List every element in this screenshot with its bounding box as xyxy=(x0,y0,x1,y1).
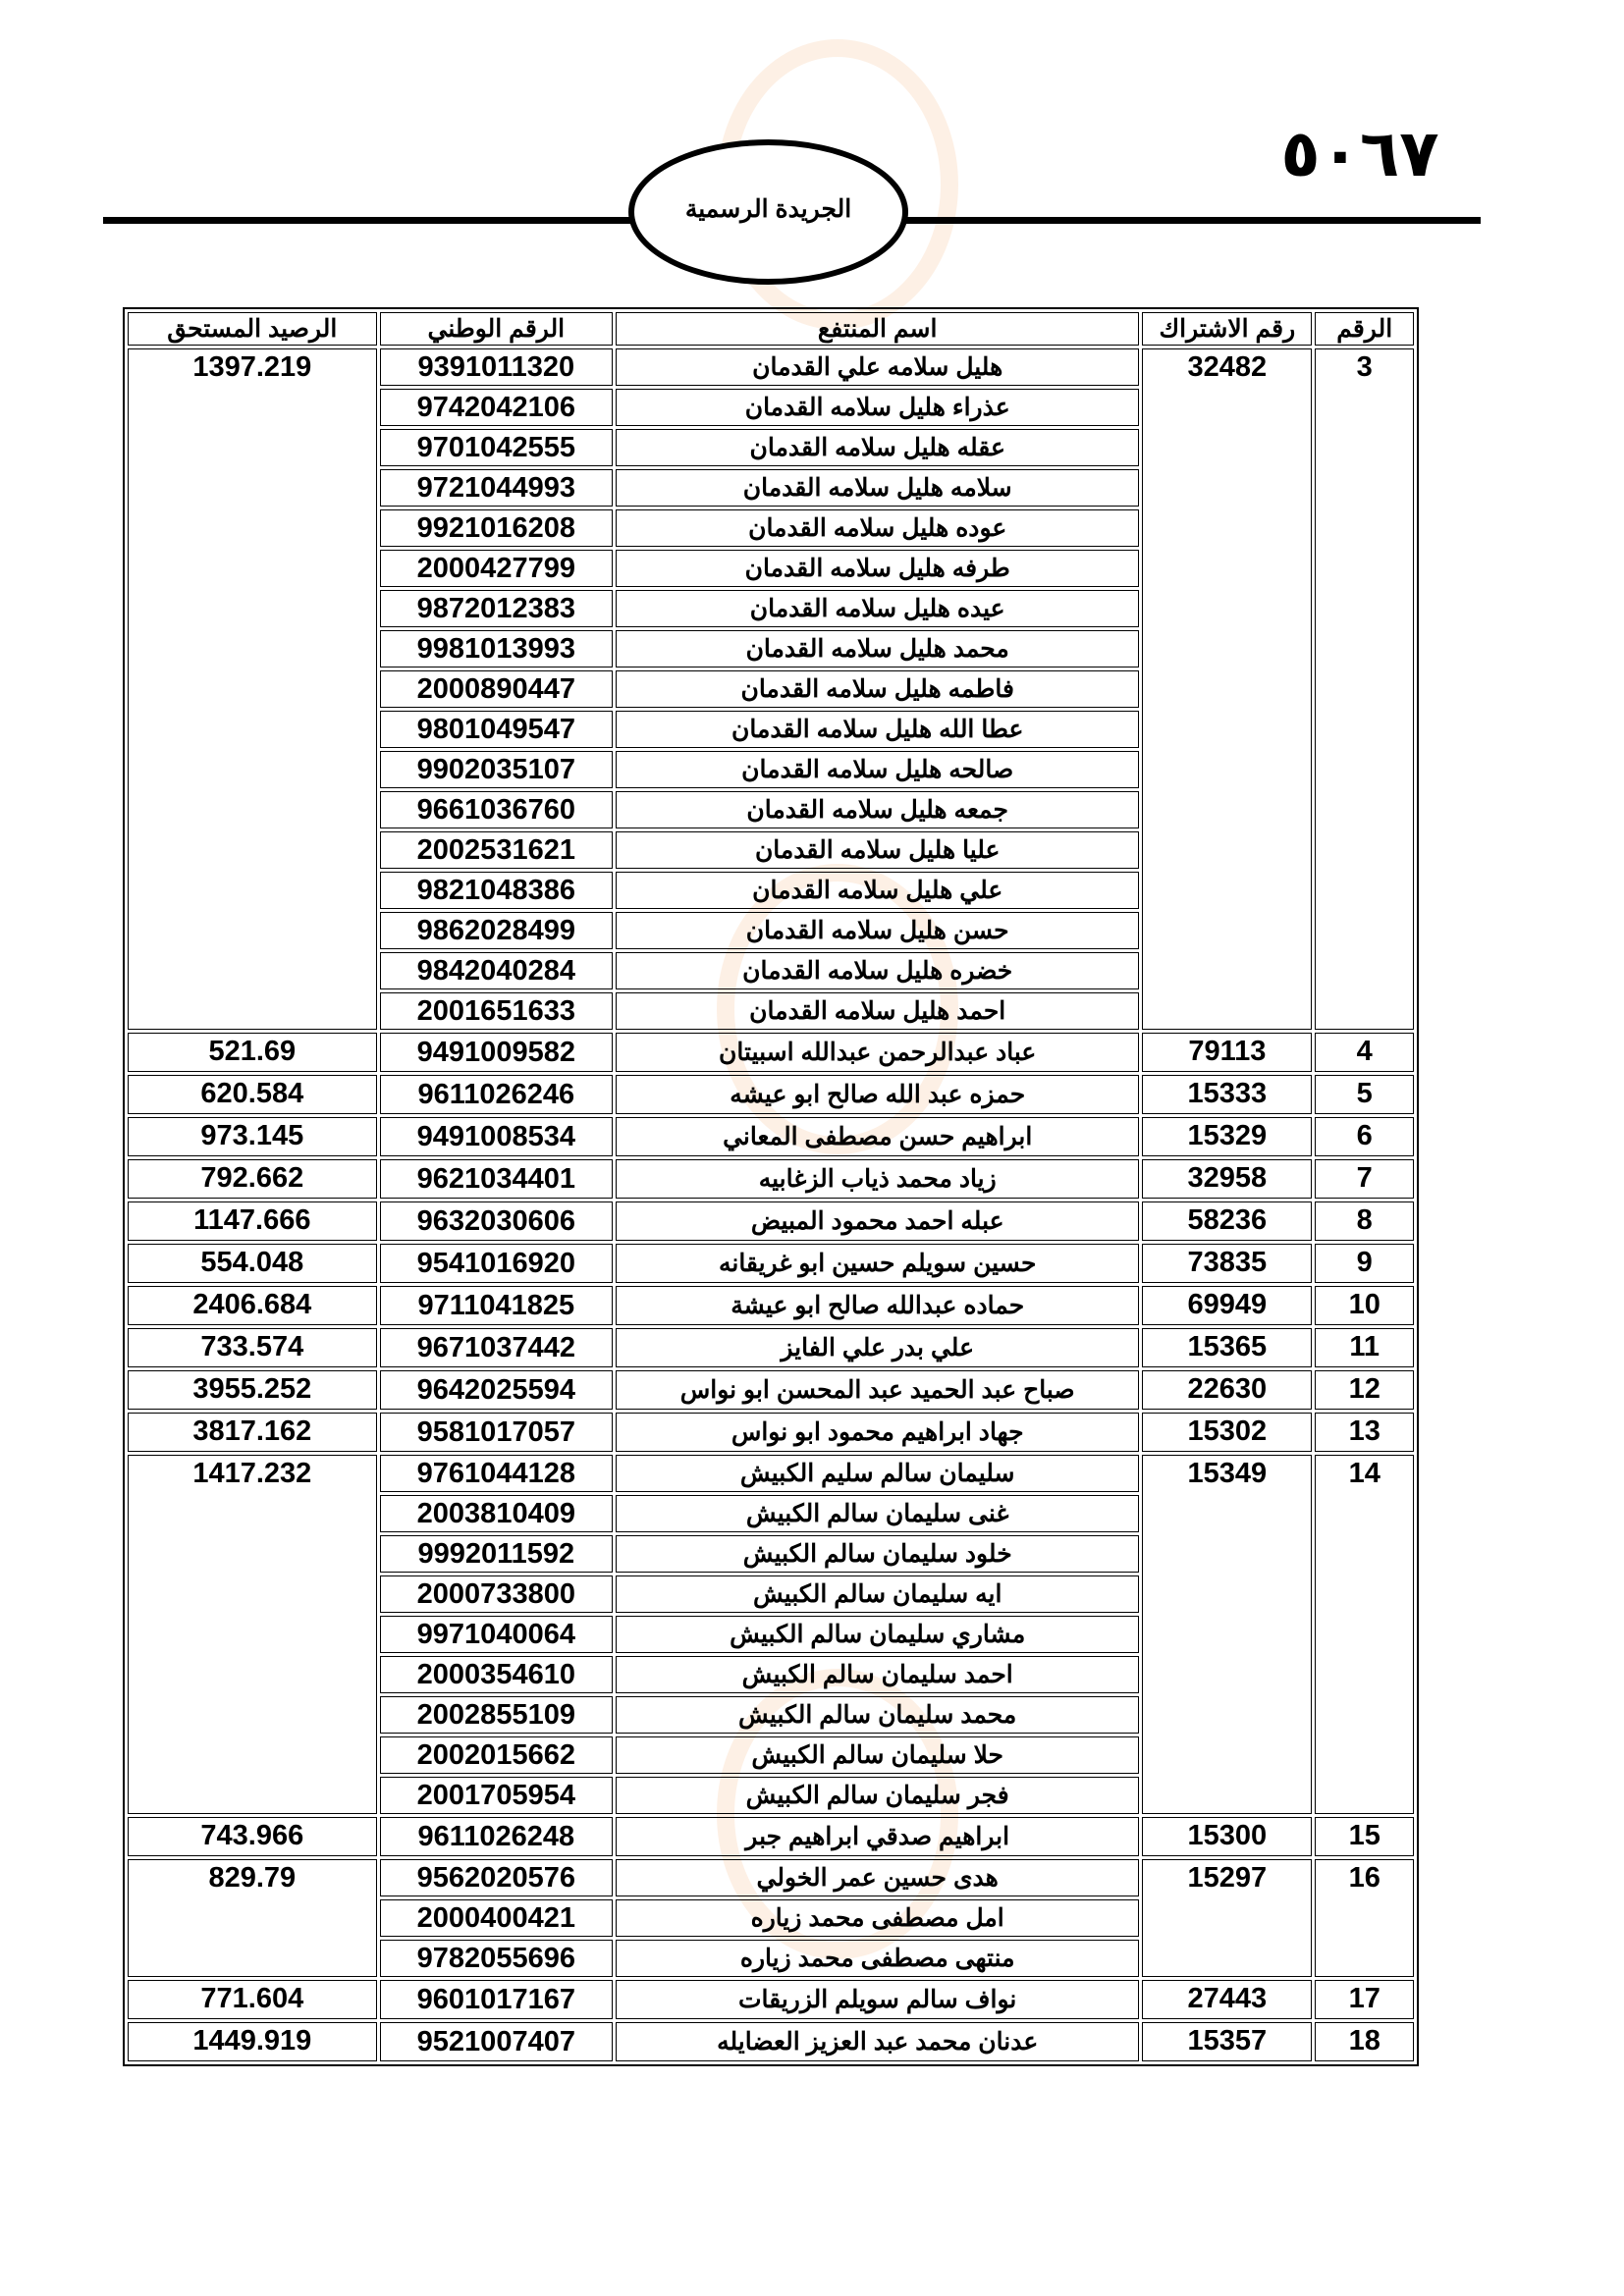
beneficiary-name: فاطمه هليل سلامه القدمان xyxy=(616,670,1139,708)
beneficiary-name: امل مصطفى محمد زياره xyxy=(616,1899,1139,1937)
col-header-national-id: الرقم الوطني xyxy=(380,312,613,346)
table-row xyxy=(128,1817,1414,1856)
national-id: 9601017167 xyxy=(380,1980,613,2019)
subscription-number: 32958 xyxy=(1142,1159,1312,1199)
national-id: 2002015662 xyxy=(380,1736,613,1774)
national-id: 9742042106 xyxy=(380,389,613,426)
national-id: 9611026246 xyxy=(380,1075,613,1114)
national-id: 9801049547 xyxy=(380,711,613,748)
beneficiary-name: صالحه هليل سلامه القدمان xyxy=(616,751,1139,788)
beneficiary-name: محمد هليل سلامه القدمان xyxy=(616,630,1139,667)
beneficiary-name: زياد محمد ذياب الزغابيه xyxy=(616,1159,1139,1199)
row-number: 9 xyxy=(1315,1244,1414,1283)
table-row xyxy=(128,1075,1414,1114)
beneficiary-name: عبله احمد محمود المبيض xyxy=(616,1201,1139,1241)
balance-due: 973.145 xyxy=(128,1117,377,1156)
table-row xyxy=(128,1033,1414,1072)
page-number: ٥٠٦٧ xyxy=(1280,116,1439,191)
col-header-name: اسم المنتفع xyxy=(616,312,1139,346)
beneficiary-name: منتهى مصطفى محمد زياره xyxy=(616,1940,1139,1977)
row-number: 11 xyxy=(1315,1328,1414,1367)
beneficiary-name: حماده عبدالله صالح ابو عيشة xyxy=(616,1286,1139,1325)
beneficiary-name: ابراهيم حسن مصطفى المعاني xyxy=(616,1117,1139,1156)
row-number: 8 xyxy=(1315,1201,1414,1241)
row-number: 14 xyxy=(1315,1455,1414,1814)
national-id: 9671037442 xyxy=(380,1328,613,1367)
beneficiary-name: سلامه هليل سلامه القدمان xyxy=(616,469,1139,507)
national-id: 9391011320 xyxy=(380,348,613,386)
national-id: 2001705954 xyxy=(380,1777,613,1814)
beneficiaries-table xyxy=(123,307,1419,2066)
publication-title: الجريدة الرسمية xyxy=(684,195,852,223)
balance-due: 1449.919 xyxy=(128,2022,377,2061)
national-id: 9642025594 xyxy=(380,1370,613,1410)
row-number: 3 xyxy=(1315,348,1414,1030)
national-id: 9862028499 xyxy=(380,912,613,949)
balance-due: 1417.232 xyxy=(128,1455,377,1814)
national-id: 9521007407 xyxy=(380,2022,613,2061)
beneficiary-name: فجر سليمان سالم الكبيش xyxy=(616,1777,1139,1814)
balance-due: 829.79 xyxy=(128,1859,377,1977)
subscription-number: 15297 xyxy=(1142,1859,1312,1977)
table-row xyxy=(128,1370,1414,1410)
national-id: 9491008534 xyxy=(380,1117,613,1156)
row-number: 4 xyxy=(1315,1033,1414,1072)
beneficiary-name: نواف سالم سويلم الزريقات xyxy=(616,1980,1139,2019)
table-row xyxy=(128,2022,1414,2061)
beneficiary-name: عقله هليل سلامه القدمان xyxy=(616,429,1139,466)
beneficiary-name: هدى حسين عمر الخولي xyxy=(616,1859,1139,1896)
national-id: 2002855109 xyxy=(380,1696,613,1734)
subscription-number: 15329 xyxy=(1142,1117,1312,1156)
national-id: 2003810409 xyxy=(380,1495,613,1532)
row-number: 6 xyxy=(1315,1117,1414,1156)
national-id: 9541016920 xyxy=(380,1244,613,1283)
beneficiary-name: ابراهيم صدقي ابراهيم جبر xyxy=(616,1817,1139,1856)
national-id: 9872012383 xyxy=(380,590,613,627)
beneficiary-name: محمد سليمان سالم الكبيش xyxy=(616,1696,1139,1734)
table-row xyxy=(128,1413,1414,1452)
beneficiary-name: حسن هليل سلامه القدمان xyxy=(616,912,1139,949)
beneficiary-name: عليا هليل سلامه القدمان xyxy=(616,831,1139,869)
table-row xyxy=(128,1244,1414,1283)
subscription-number: 27443 xyxy=(1142,1980,1312,2019)
beneficiary-name: حسين سويلم حسين ابو غريقانه xyxy=(616,1244,1139,1283)
subscription-number: 15302 xyxy=(1142,1413,1312,1452)
subscription-number: 15365 xyxy=(1142,1328,1312,1367)
national-id: 9632030606 xyxy=(380,1201,613,1241)
beneficiary-name: عوده هليل سلامه القدمان xyxy=(616,509,1139,547)
subscription-number: 22630 xyxy=(1142,1370,1312,1410)
beneficiary-name: ايه سليمان سالم الكبيش xyxy=(616,1575,1139,1613)
subscription-number: 32482 xyxy=(1142,348,1312,1030)
national-id: 9661036760 xyxy=(380,791,613,828)
national-id: 9581017057 xyxy=(380,1413,613,1452)
balance-due: 521.69 xyxy=(128,1033,377,1072)
row-number: 12 xyxy=(1315,1370,1414,1410)
beneficiary-name: عيده هليل سلامه القدمان xyxy=(616,590,1139,627)
balance-due: 1147.666 xyxy=(128,1201,377,1241)
national-id: 9971040064 xyxy=(380,1616,613,1653)
balance-due: 3955.252 xyxy=(128,1370,377,1410)
beneficiary-name: احمد هليل سلامه القدمان xyxy=(616,992,1139,1030)
balance-due: 3817.162 xyxy=(128,1413,377,1452)
col-header-balance: الرصيد المستحق xyxy=(128,312,377,346)
balance-due: 771.604 xyxy=(128,1980,377,2019)
national-id: 9701042555 xyxy=(380,429,613,466)
table-row xyxy=(128,1455,1414,1492)
national-id: 9782055696 xyxy=(380,1940,613,1977)
beneficiary-name: علي هليل سلامه القدمان xyxy=(616,872,1139,909)
national-id: 9621034401 xyxy=(380,1159,613,1199)
beneficiary-name: غنى سليمان سالم الكبيش xyxy=(616,1495,1139,1532)
subscription-number: 69949 xyxy=(1142,1286,1312,1325)
row-number: 15 xyxy=(1315,1817,1414,1856)
national-id: 2000354610 xyxy=(380,1656,613,1693)
table-row xyxy=(128,1328,1414,1367)
beneficiary-name: حمزه عبد الله صالح ابو عيشه xyxy=(616,1075,1139,1114)
subscription-number: 15300 xyxy=(1142,1817,1312,1856)
row-number: 17 xyxy=(1315,1980,1414,2019)
beneficiary-name: سليمان سالم سليم الكبيش xyxy=(616,1455,1139,1492)
national-id: 9761044128 xyxy=(380,1455,613,1492)
national-id: 9721044993 xyxy=(380,469,613,507)
row-number: 13 xyxy=(1315,1413,1414,1452)
beneficiary-name: هليل سلامه علي القدمان xyxy=(616,348,1139,386)
table-header-row xyxy=(128,312,1414,346)
row-number: 16 xyxy=(1315,1859,1414,1977)
national-id: 9992011592 xyxy=(380,1535,613,1573)
subscription-number: 58236 xyxy=(1142,1201,1312,1241)
beneficiary-name: عباد عبدالرحمن عبدالله اسبيتان xyxy=(616,1033,1139,1072)
national-id: 9611026248 xyxy=(380,1817,613,1856)
table-row xyxy=(128,1286,1414,1325)
table-row xyxy=(128,348,1414,386)
subscription-number: 79113 xyxy=(1142,1033,1312,1072)
beneficiary-name: عدنان محمد عبد العزيز العضايله xyxy=(616,2022,1139,2061)
beneficiary-name: حلا سليمان سالم الكبيش xyxy=(616,1736,1139,1774)
balance-due: 620.584 xyxy=(128,1075,377,1114)
beneficiary-name: احمد سليمان سالم الكبيش xyxy=(616,1656,1139,1693)
row-number: 5 xyxy=(1315,1075,1414,1114)
beneficiary-name: عطا الله هليل سلامه القدمان xyxy=(616,711,1139,748)
balance-due: 1397.219 xyxy=(128,348,377,1030)
balance-due: 554.048 xyxy=(128,1244,377,1283)
national-id: 9921016208 xyxy=(380,509,613,547)
beneficiary-name: خلود سليمان سالم الكبيش xyxy=(616,1535,1139,1573)
row-number: 7 xyxy=(1315,1159,1414,1199)
national-id: 2002531621 xyxy=(380,831,613,869)
col-header-subscription: رقم الاشتراك xyxy=(1142,312,1312,346)
table-row xyxy=(128,1159,1414,1199)
national-id: 9711041825 xyxy=(380,1286,613,1325)
beneficiary-name: عذراء هليل سلامه القدمان xyxy=(616,389,1139,426)
balance-due: 733.574 xyxy=(128,1328,377,1367)
national-id: 9491009582 xyxy=(380,1033,613,1072)
balance-due: 792.662 xyxy=(128,1159,377,1199)
subscription-number: 73835 xyxy=(1142,1244,1312,1283)
national-id: 2000427799 xyxy=(380,550,613,587)
beneficiary-name: علي بدر علي الفايز xyxy=(616,1328,1139,1367)
subscription-number: 15349 xyxy=(1142,1455,1312,1814)
national-id: 2000890447 xyxy=(380,670,613,708)
subscription-number: 15357 xyxy=(1142,2022,1312,2061)
balance-due: 2406.684 xyxy=(128,1286,377,1325)
national-id: 9902035107 xyxy=(380,751,613,788)
row-number: 18 xyxy=(1315,2022,1414,2061)
beneficiary-name: خضره هليل سلامه القدمان xyxy=(616,952,1139,989)
table-row xyxy=(128,1980,1414,2019)
national-id: 9562020576 xyxy=(380,1859,613,1896)
beneficiary-name: صباح عبد الحميد عبد المحسن ابو نواس xyxy=(616,1370,1139,1410)
publication-emblem xyxy=(628,139,908,285)
national-id: 2000400421 xyxy=(380,1899,613,1937)
row-number: 10 xyxy=(1315,1286,1414,1325)
beneficiary-name: طرفه هليل سلامه القدمان xyxy=(616,550,1139,587)
beneficiary-name: مشاري سليمان سالم الكبيش xyxy=(616,1616,1139,1653)
national-id: 9981013993 xyxy=(380,630,613,667)
national-id: 9821048386 xyxy=(380,872,613,909)
national-id: 2000733800 xyxy=(380,1575,613,1613)
table-row xyxy=(128,1117,1414,1156)
beneficiary-name: جهاد ابراهيم محمود ابو نواس xyxy=(616,1413,1139,1452)
subscription-number: 15333 xyxy=(1142,1075,1312,1114)
national-id: 2001651633 xyxy=(380,992,613,1030)
beneficiary-name: جمعه هليل سلامه القدمان xyxy=(616,791,1139,828)
national-id: 9842040284 xyxy=(380,952,613,989)
balance-due: 743.966 xyxy=(128,1817,377,1856)
table-row xyxy=(128,1859,1414,1896)
table-row xyxy=(128,1201,1414,1241)
col-header-number: الرقم xyxy=(1315,312,1414,346)
